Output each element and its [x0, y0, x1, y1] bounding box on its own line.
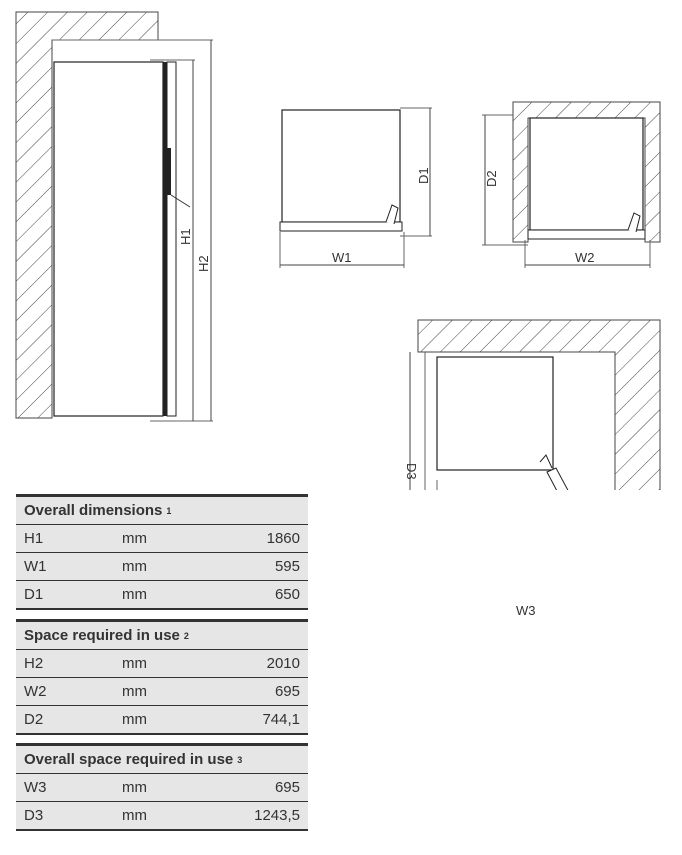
value: 1243,5: [254, 807, 300, 824]
label-h1: H1: [178, 228, 193, 245]
label-h2: H2: [196, 255, 211, 272]
table-row: [16, 801, 308, 829]
unit: mm: [122, 558, 147, 575]
footnote: 2: [183, 630, 189, 641]
dim-label: W1: [24, 558, 47, 575]
value: 2010: [266, 655, 300, 672]
top-view-niche-drawing: [482, 102, 660, 268]
label-w2: W2: [575, 250, 595, 265]
unit: mm: [122, 711, 147, 728]
top-view-closed-drawing: [280, 108, 432, 268]
table-row: [16, 773, 308, 801]
space-required-table: [16, 619, 308, 735]
table-row: [16, 705, 308, 733]
dim-label: W3: [24, 779, 47, 796]
value: 1860: [266, 530, 300, 547]
value: 695: [274, 683, 300, 700]
unit: mm: [122, 779, 147, 796]
dim-label: H2: [24, 655, 44, 672]
dim-label: W2: [24, 683, 47, 700]
value: 744,1: [262, 711, 300, 728]
table-row: [16, 552, 308, 580]
dim-label: D2: [24, 711, 44, 728]
table-row: [16, 524, 308, 552]
unit: mm: [122, 683, 147, 700]
label-d1: D1: [416, 167, 431, 184]
overall-space-required-table: [16, 743, 308, 831]
label-d3: D3: [404, 463, 419, 480]
table-row: [16, 649, 308, 677]
value: 595: [274, 558, 300, 575]
footnote: 3: [237, 754, 243, 765]
dim-label: D3: [24, 807, 44, 824]
table-title: Overall space required in use: [24, 751, 234, 768]
dim-label: H1: [24, 530, 44, 547]
dim-label: D1: [24, 586, 44, 603]
table-row: [16, 677, 308, 705]
table-title: Overall dimensions: [24, 502, 163, 519]
footnote: 1: [166, 505, 172, 516]
top-view-door-open-drawing: [408, 320, 660, 490]
label-w3: W3: [516, 603, 536, 618]
label-d2: D2: [484, 170, 499, 187]
unit: mm: [122, 530, 147, 547]
value: 695: [274, 779, 300, 796]
overall-dimensions-table: [16, 494, 308, 610]
value: 650: [274, 586, 300, 603]
table-row: [16, 580, 308, 608]
unit: mm: [122, 586, 147, 603]
unit: mm: [122, 655, 147, 672]
unit: mm: [122, 807, 147, 824]
label-w1: W1: [332, 250, 352, 265]
side-view-drawing: [16, 12, 213, 421]
table-title: Space required in use: [24, 627, 180, 644]
